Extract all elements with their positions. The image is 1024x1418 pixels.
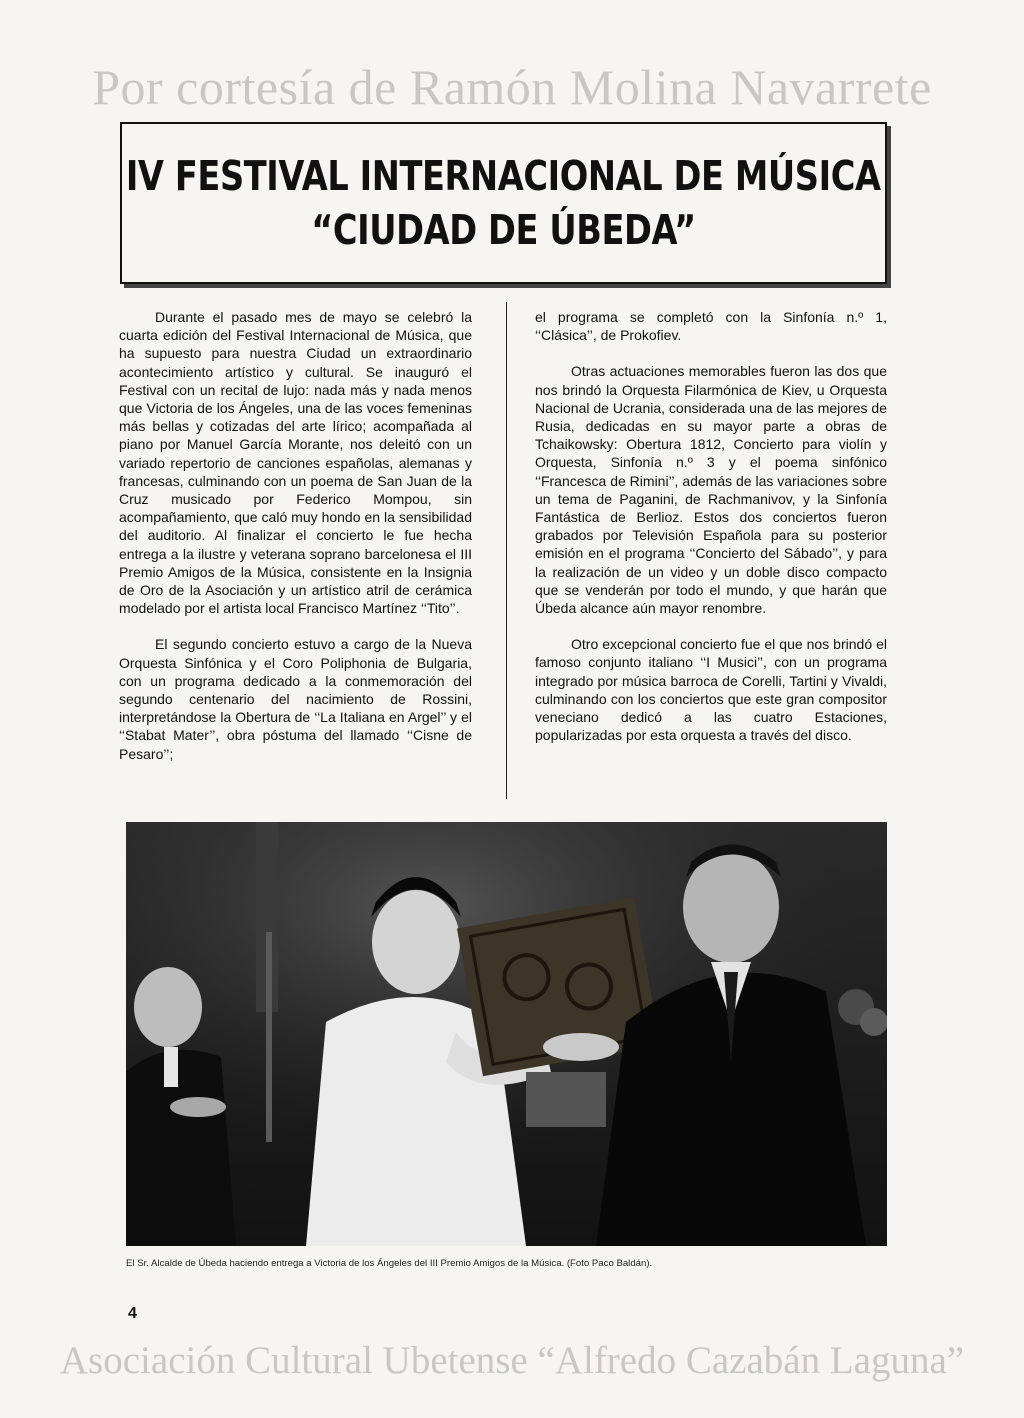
title-box <box>120 122 887 284</box>
article-right-column <box>535 308 887 762</box>
article-paragraph-continuation: el programa se completó con la Sinfonía n.º 1, ‘‘Clásica’’, de Prokofiev. <box>535 309 887 344</box>
watermark-bottom: Asociación Cultural Ubetense “Alfredo Cazabán Laguna” <box>59 1339 965 1382</box>
page-title-line1: IV FESTIVAL INTERNACIONAL DE MÚSICA <box>126 152 881 200</box>
page-number: 4 <box>128 1305 137 1322</box>
article-paragraph: Otras actuaciones memorables fueron las dos que nos brindó la Orquesta Filarmónica de Kiev, u Orquesta Nacional de Ucrania, considerada una de las mejores de Rusia, dedicadas en su mayor parte a obras de Tchaikowsky: Obertura 1812, Concierto para violín y Orquesta, Sinfonía n.º 3 y el poema sinfónico ‘‘Francesca de Rimini’’, además de las variaciones sobre un tema de Paganini, de Rachmanivov, y la Sinfonía Fantástica de Berlioz. Estos dos conciertos fueron grabados por Televisión Española para su posterior emisión en el programa ‘‘Concierto del Sábado’’, y para la realización de un video y un doble disco compacto que se venderán por todo el mundo, y que harán que Úbeda alcance aún mayor renombre. <box>535 363 887 617</box>
column-divider <box>506 302 507 799</box>
page-title-line2: “CIUDAD DE ÚBEDA” <box>311 206 696 254</box>
award-photo <box>126 822 887 1246</box>
article-paragraph: El segundo concierto estuvo a cargo de la Nueva Orquesta Sinfónica y el Coro Poliphonia de Bulgaria, con un programa dedicado a la conmemoración del segundo centenario del nacimiento de Rossini, interpretándose la Obertura de ‘‘La Italiana en Argel’’ y el ‘‘Stabat Mater’’, obra póstuma del llamado ‘‘Cisne de Pesaro’’; <box>119 636 472 762</box>
award-photo-illustration <box>126 822 887 1246</box>
watermark-top: Por cortesía de Ramón Molina Navarrete <box>92 59 932 115</box>
article-left-column <box>119 308 472 781</box>
article-paragraph: Durante el pasado mes de mayo se celebró la cuarta edición del Festival Internacional de Música, que ha supuesto para nuestra Ciudad un extraordinario acontecimiento artístico y cultural. Se inauguró el Festival con un recital de lujo: nada más y nada menos que Victoria de los Ángeles, una de las voces femeninas más bellas y cotizadas del arte lírico; acompañada al piano por Manuel García Morante, nos deleitó con un variado repertorio de canciones españolas, alemanas y francesas, culminando con un poema de San Juan de la Cruz musicado por Federico Mompou, sin acompañamiento, que caló muy hondo en la sensibilidad del auditorio. Al finalizar el concierto le fue hecha entrega a la ilustre y veterana soprano barcelonesa el III Premio Amigos de la Música, consistente en la Insignia de Oro de la Asociación y un artístico atril de cerámica modelado por el artista local Francisco Martínez ‘‘Tito’’. <box>119 309 472 617</box>
photo-caption: El Sr. Alcalde de Úbeda haciendo entrega a Victoria de los Ángeles del III Premio Amigos de la Música. (Foto Paco Baldán). <box>126 1258 653 1269</box>
article-paragraph: Otro excepcional concierto fue el que nos brindó el famoso conjunto italiano ‘‘I Musici’’, con un programa integrado por música barroca de Corelli, Tartini y Vivaldi, culminando con los conciertos que este gran compositor veneciano dedicó a las cuatro Estaciones, popularizadas por esta orquesta a través del disco. <box>535 636 887 744</box>
